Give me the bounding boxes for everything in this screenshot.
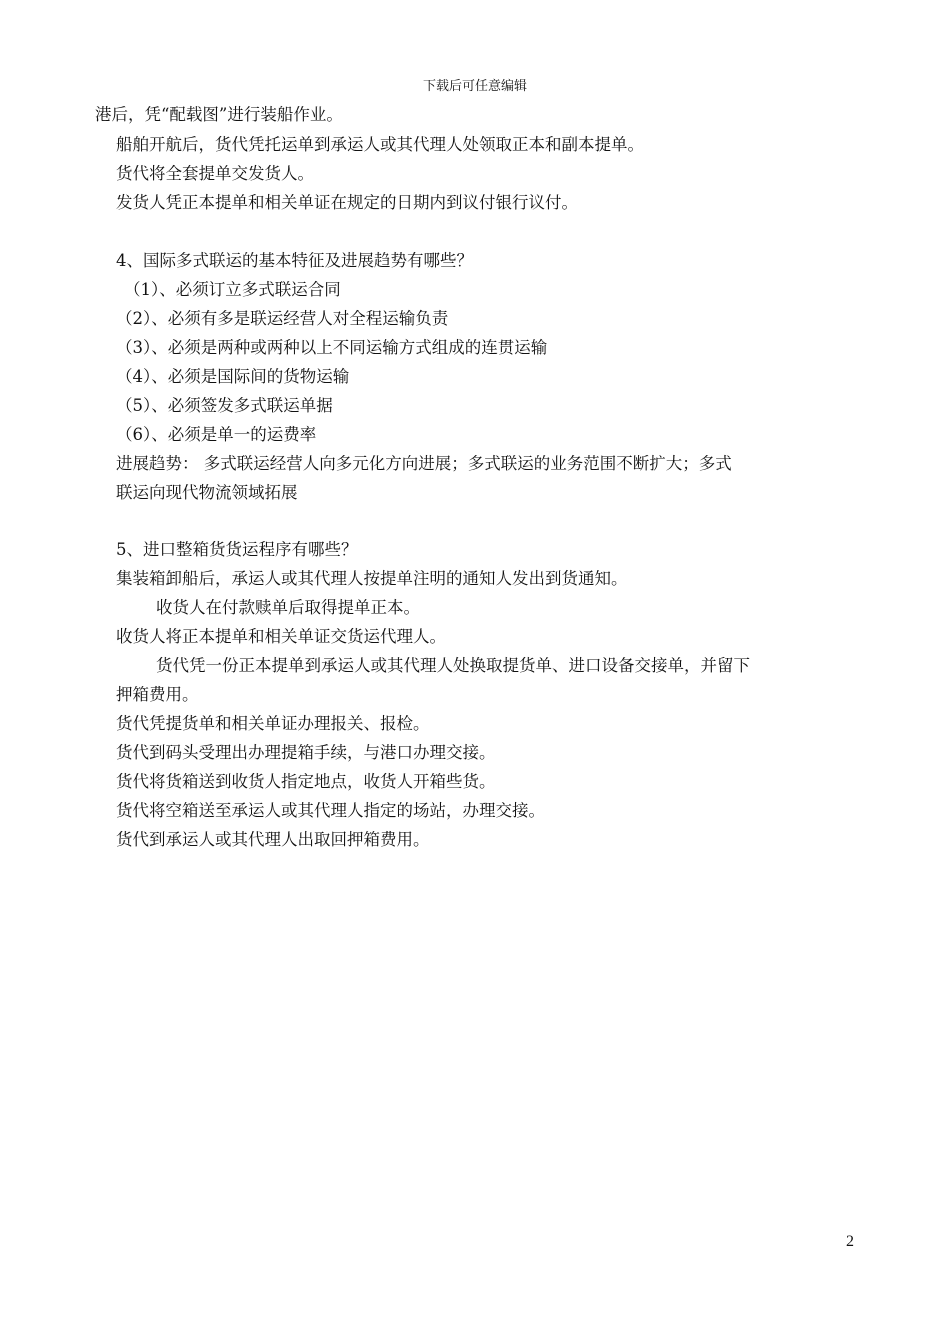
text-line: 货代凭提货单和相关单证办理报关、报检。 (116, 714, 430, 733)
text-line: 货代将全套提单交发货人。 (116, 164, 314, 183)
text-line: 船舶开航后，货代凭托运单到承运人或其代理人处领取正本和副本提单。 (116, 135, 644, 154)
list-item: （3）、必须是两种或两种以上不同运输方式组成的连贯运输 (116, 338, 548, 357)
text-line: 进展趋势： 多式联运经营人向多元化方向进展；多式联运的业务范围不断扩大；多式 (116, 454, 732, 473)
text-line: 押箱费用。 (116, 685, 199, 704)
list-item: （4）、必须是国际间的货物运输 (116, 367, 350, 386)
list-item: （5）、必须签发多式联运单据 (116, 396, 333, 415)
text-line: 货代凭一份正本提单到承运人或其代理人处换取提货单、进口设备交接单，并留下 (156, 656, 750, 675)
text-line: 港后，凭“配载图”进行装船作业。 (95, 105, 343, 124)
section-heading: 4、国际多式联运的基本特征及进展趋势有哪些？ (116, 251, 473, 270)
page-header: 下载后可任意编辑 (422, 79, 527, 94)
list-item: （2）、必须有多是联运经营人对全程运输负责 (116, 309, 449, 328)
text-line: 集装箱卸船后，承运人或其代理人按提单注明的通知人发出到货通知。 (116, 569, 628, 588)
text-line: 货代将货箱送到收货人指定地点，收货人开箱些货。 (116, 772, 496, 791)
text-line: 货代到码头受理出办理提箱手续，与港口办理交接。 (116, 743, 496, 762)
list-item: （6）、必须是单一的运费率 (116, 425, 317, 444)
page-number: 2 (846, 1233, 854, 1250)
section-heading: 5、进口整箱货货运程序有哪些？ (116, 540, 358, 559)
text-line: 货代到承运人或其代理人出取回押箱费用。 (116, 830, 430, 849)
text-line: 货代将空箱送至承运人或其代理人指定的场站，办理交接。 (116, 801, 545, 820)
text-line: 收货人将正本提单和相关单证交货运代理人。 (116, 627, 446, 646)
list-item: （1）、必须订立多式联运合同 (124, 280, 341, 299)
text-line: 联运向现代物流领域拓展 (116, 483, 298, 502)
text-line: 发货人凭正本提单和相关单证在规定的日期内到议付银行议付。 (116, 193, 578, 212)
text-line: 收货人在付款赎单后取得提单正本。 (156, 598, 420, 617)
